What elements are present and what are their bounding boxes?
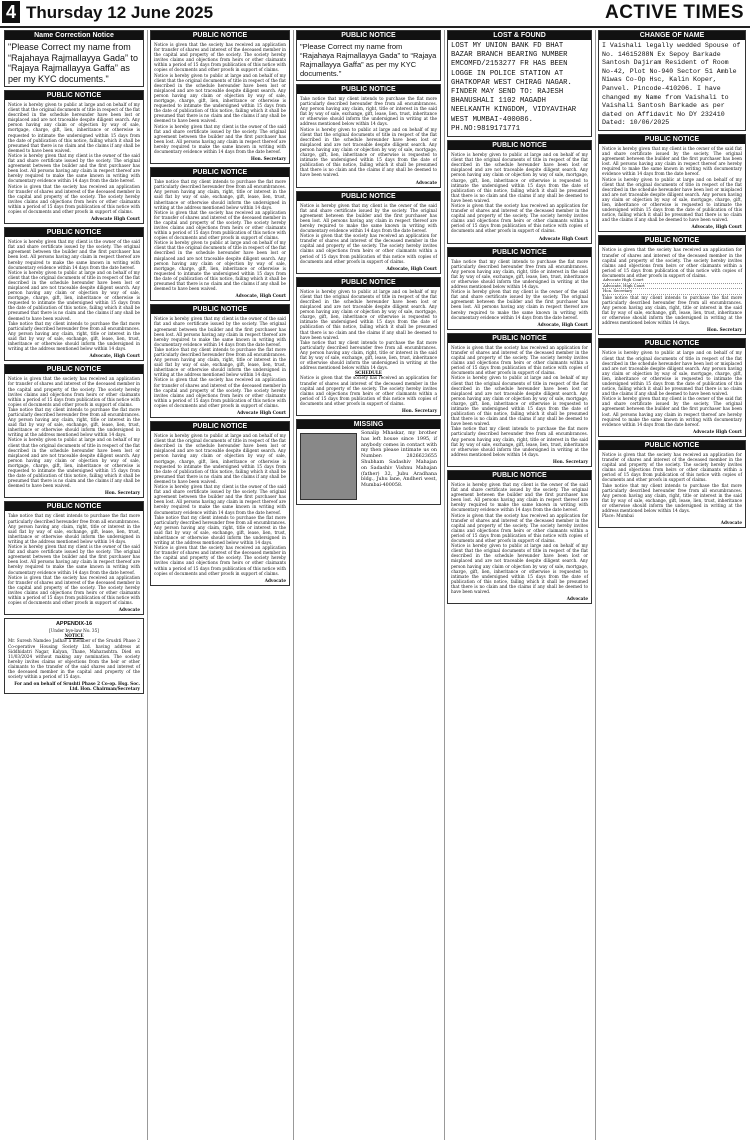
column-1: [4, 30, 144, 1140]
public-notice: PUBLIC NOTICE Notice is given that the society has received an application for transfer of shares and interest of the deceased member in the capital and property of the society. The society hereby invites claims and objections from heirs or other claimants within a period of 15 days from publication of this notice with copies of documents and other proofs in support of claims. Notice is hereby given to public at large and on behalf of my client that the original documents of title in respect of the flat described in the schedule hereunder have been lost or misplaced and are not traceable despite diligent search. Any person having any claim or objection by way of sale, mortgage, charge, gift, lien, inheritance or otherwise is requested to intimate the undersigned within 15 days from the date of publication of this notice, failing which it shall be presumed that there is no claim and the claims if any shall be deemed to have been waived. Notice is hereby given that my client is the owner of the said flat and share certificate issued by the society. The original agreement between the builder and the first purchaser has been lost. All persons having any claim in respect thereof are hereby required to make the same known in writing with documentary evidence within 14 days from the date hereof. Hon. Secretary: [150, 30, 290, 164]
public-notice: PUBLIC NOTICE Notice is hereby given to public at large and on behalf of my client that the original documents of title in respect of the flat described in the schedule hereunder have been lost or misplaced and are not traceable despite diligent search. Any person having any claim or objection by way of sale, mortgage, charge, gift, lien, inheritance or otherwise is requested to intimate the undersigned within 15 days from the date of publication of this notice, failing which it shall be presumed that there is no claim and the claims if any shall be deemed to have been waived. Notice is hereby given that my client is the owner of the said flat and share certificate issued by the society. The original agreement between the builder and the first purchaser has been lost. All persons having any claim in respect thereof are hereby required to make the same known in writing with documentary evidence within 14 days from the date hereof. Take notice that my client intends to purchase the flat more particularly described hereunder free from all encumbrances. Any person having any claim, right, title or interest in the said flat by way of sale, exchange, gift, lease, lien, trust, inheritance or otherwise should inform the undersigned in writing at the address mentioned below within 14 days. Notice is given that the society has received an application for transfer of shares and interest of the deceased member in the capital and property of the society. The society hereby invites claims and objections from heirs or other claimants within a period of 15 days from publication of this notice with copies of documents and other proofs in support of claims. Advocate: [150, 421, 290, 586]
missing-person-photo: [300, 433, 357, 500]
issue-date: Thursday 12 June 2025: [26, 3, 214, 22]
public-notice: PUBLIC NOTICE Notice is hereby given to public at large and on behalf of my client that the original documents of title in respect of the flat described in the schedule hereunder have been lost or misplaced and are not traceable despite diligent search. Any person having any claim or objection by way of sale, mortgage, charge, gift, lien, inheritance or otherwise is requested to intimate the undersigned within 15 days from the date of publication of this notice, failing which it shall be presumed that there is no claim and the claims if any shall be deemed to have been waived. Notice is hereby given that my client is the owner of the said flat and share certificate issued by the society. The original agreement between the builder and the first purchaser has been lost. All persons having any claim in respect thereof are hereby required to make the same known in writing with documentary evidence within 14 days from the date hereof. Notice is given that the society has received an application for transfer of shares and interest of the deceased member in the capital and property of the society. The society hereby invites claims and objections from heirs or other claimants within a period of 15 days from publication of this notice with copies of documents and other proofs in support of claims. Advocate High Court: [4, 90, 144, 224]
column-5: [598, 30, 746, 1140]
public-notice: PUBLIC NOTICE Take notice that my client intends to purchase the flat more particularly described hereunder free from all encumbrances. Any person having any claim, right, title or interest in the said flat by way of sale, exchange, gift, lease, lien, trust, inheritance or otherwise should inform the undersigned in writing at the address mentioned below within 14 days. Notice is given that the society has received an application for transfer of shares and interest of the deceased member in the capital and property of the society. The society hereby invites claims and objections from heirs or other claimants within a period of 15 days from publication of this notice with copies of documents and other proofs in support of claims. Notice is hereby given to public at large and on behalf of my client that the original documents of title in respect of the flat described in the schedule hereunder have been lost or misplaced and are not traceable despite diligent search. Any person having any claim or objection by way of sale, mortgage, charge, gift, lien, inheritance or otherwise is requested to intimate the undersigned within 15 days from the date of publication of this notice, failing which it shall be presumed that there is no claim and the claims if any shall be deemed to have been waived. Advocate, High Court: [150, 167, 290, 301]
appendix-notice: APPENDIX-16 [Under bye-law No. 35] NOTICE Mr. Suresh Namdeo Jadhav a member of the Srushti Phase 2 Co-operative Housing Society Ltd. having address at Siddhidatri Nagar, Kalyan, Thane, Maharashtra. Died on 11/03/2024 without making any nomination. The society hereby invites claims or objections from the heir or other claimants to the transfer of the said shares and interest of the deceased member in the capital and property of the society within a period of 15 days. For and on behalf of Srushti Phase 2 Co-op. Hsg. Soc. Ltd. Hon. Chairman/Secretary: [4, 618, 144, 694]
public-notice: PUBLIC NOTICE Take notice that my client intends to purchase the flat more particularly described hereunder free from all encumbrances. Any person having any claim, right, title or interest in the said flat by way of sale, exchange, gift, lease, lien, trust, inheritance or otherwise should inform the undersigned in writing at the address mentioned below within 14 days. Notice is hereby given that my client is the owner of the said flat and share certificate issued by the society. The original agreement between the builder and the first purchaser has been lost. All persons having any claim in respect thereof are hereby required to make the same known in writing with documentary evidence within 14 days from the date hereof. Notice is given that the society has received an application for transfer of shares and interest of the deceased member in the capital and property of the society. The society hereby invites claims and objections from heirs or other claimants within a period of 15 days from publication of this notice with copies of documents and other proofs in support of claims. Advocate: [4, 501, 144, 615]
lost-found-notice: LOST & FOUND LOST MY UNION BANK FD BHAT BAZAR BRANCH BEARING NUMBER EMCOMFD/2153277 FR HAS BEEN LOGGE IN POLICE STATION AT GHATKOPAR WEST CHIRAG NAGAR. FINDER MAY SEND TO: RAJESH BHANUSHALI 1102 MAGADH NEELKANTH KINGDOM, VIDYAVIHAR WEST MUMBAI-400086. PH.NO:9819171771: [447, 30, 592, 137]
public-notice: PUBLIC NOTICE Take notice that my client intends to purchase the flat more particularly described hereunder free from all encumbrances. Any person having any claim, right, title or interest in the said flat by way of sale, exchange, gift, lease, lien, trust, inheritance or otherwise should inform the undersigned in writing at the address mentioned below within 14 days. Notice is hereby given to public at large and on behalf of my client that the original documents of title in respect of the flat described in the schedule hereunder have been lost or misplaced and are not traceable despite diligent search. Any person having any claim or objection by way of sale, mortgage, charge, gift, lien, inheritance or otherwise is requested to intimate the undersigned within 15 days from the date of publication of this notice, failing which it shall be presumed that there is no claim and the claims if any shall be deemed to have been waived. Advocate: [296, 84, 441, 188]
column-2: [150, 30, 290, 1140]
public-notice: PUBLIC NOTICE Notice is hereby given to public at large and on behalf of my client that the original documents of title in respect of the flat described in the schedule hereunder have been lost or misplaced and are not traceable despite diligent search. Any person having any claim or objection by way of sale, mortgage, charge, gift, lien, inheritance or otherwise is requested to intimate the undersigned within 15 days from the date of publication of this notice, failing which it shall be presumed that there is no claim and the claims if any shall be deemed to have been waived. Take notice that my client intends to purchase the flat more particularly described hereunder free from all encumbrances. Any person having any claim, right, title or interest in the said flat by way of sale, exchange, gift, lease, lien, trust, inheritance or otherwise should inform the undersigned in writing at the address mentioned below within 14 days. SCHEDULE Notice is given that the society has received an application for transfer of shares and interest of the deceased member in the capital and property of the society. The society hereby invites claims and objections from heirs or other claimants within a period of 15 days from publication of this notice with copies of documents and other proofs in support of claims. Hon. Secretary: [296, 277, 441, 416]
public-notice: PUBLIC NOTICE Notice is hereby given that my client is the owner of the said flat and share certificate issued by the society. The original agreement between the builder and the first purchaser has been lost. All persons having any claim in respect thereof are hereby required to make the same known in writing with documentary evidence within 14 days from the date hereof. Notice is hereby given to public at large and on behalf of my client that the original documents of title in respect of the flat described in the schedule hereunder have been lost or misplaced and are not traceable despite diligent search. Any person having any claim or objection by way of sale, mortgage, charge, gift, lien, inheritance or otherwise is requested to intimate the undersigned within 15 days from the date of publication of this notice, failing which it shall be presumed that there is no claim and the claims if any shall be deemed to have been waived. Advocate, High Court: [598, 134, 746, 233]
page-number: 4: [2, 1, 20, 23]
public-notice: PUBLIC NOTICE "Please Correct my name from “Rajahaya Rajmallayya Gada” to “Rajaya Rajmallayya Gaffa” as per my KYC documents.": [296, 30, 441, 81]
missing-notice: MISSING Sonalip Mhaskar, my brother has left house since 1995, if anybody comes in contact with my then please intimate us on Number: 2826623655 Shubham Sadashiv Mahajan on Sadashiv Vishnu Mahajan (father) 32, Jubu Aradhana bldg., Juhu lane, Andheri west, Mumbai-400058.: [296, 419, 441, 505]
notice-text: "Please Correct my name from “Rajahaya Rajmallayya Gada” to “Rajaya Rajmallayya Gaffa” as per my KYC documents.": [8, 42, 139, 84]
public-notice: PUBLIC NOTICE Notice is given that the society has received an application for transfer of shares and interest of the deceased member in the capital and property of the society. The society hereby invites claims and objections from heirs or other claimants within a period of 15 days from publication of this notice with copies of documents and other proofs in support of claims. Take notice that my client intends to purchase the flat more particularly described hereunder free from all encumbrances. Any person having any claim, right, title or interest in the said flat by way of sale, exchange, gift, lease, lien, trust, inheritance or otherwise should inform the undersigned in writing at the address mentioned below within 14 days. Place: Mumbai Advocate: [598, 440, 746, 528]
change-of-name-notice: CHANGE OF NAME I Vaishali legally wedded Spouse of No. 14615288N Ex Sepoy Barkade Santosh Dajiram Resident of Room No-42, Plot No-940 Sector 51 Amble Niwas Co-Op Hsc, Kalin Koper, Panvel. Pincode-410206. I have changed my Name from Vaishali to Vaishali Santosh Barkade as per dated on Affidavit No DY 232410 Dated: 10/06/2025: [598, 30, 746, 131]
public-notice: PUBLIC NOTICE Notice is hereby given that my client is the owner of the said flat and share certificate issued by the society. The original agreement between the builder and the first purchaser has been lost. All persons having any claim in respect thereof are hereby required to make the same known in writing with documentary evidence within 14 days from the date hereof. Notice is given that the society has received an application for transfer of shares and interest of the deceased member in the capital and property of the society. The society hereby invites claims and objections from heirs or other claimants within a period of 15 days from publication of this notice with copies of documents and other proofs in support of claims. Advocate, High Court: [296, 191, 441, 274]
public-notice: PUBLIC NOTICE Take notice that my client intends to purchase the flat more particularly described hereunder free from all encumbrances. Any person having any claim, right, title or interest in the said flat by way of sale, exchange, gift, lease, lien, trust, inheritance or otherwise should inform the undersigned in writing at the address mentioned below within 14 days. Notice is hereby given that my client is the owner of the said flat and share certificate issued by the society. The original agreement between the builder and the first purchaser has been lost. All persons having any claim in respect thereof are hereby required to make the same known in writing with documentary evidence within 14 days from the date hereof. Advocate, High Court: [447, 247, 592, 330]
members-table: Advocate High Court Advocate, High Court Hon. Secretary: [602, 278, 742, 295]
masthead: [0, 0, 750, 28]
column-3: [296, 30, 441, 1140]
public-notice: PUBLIC NOTICE Notice is given that the society has received an application for transfer of shares and interest of the deceased member in the capital and property of the society. The society hereby invites claims and objections from heirs or other claimants within a period of 15 days from publication of this notice with copies of documents and other proofs in support of claims. Take notice that my client intends to purchase the flat more particularly described hereunder free from all encumbrances. Any person having any claim, right, title or interest in the said flat by way of sale, exchange, gift, lease, lien, trust, inheritance or otherwise should inform the undersigned in writing at the address mentioned below within 14 days. Notice is hereby given to public at large and on behalf of my client that the original documents of title in respect of the flat described in the schedule hereunder have been lost or misplaced and are not traceable despite diligent search. Any person having any claim or objection by way of sale, mortgage, charge, gift, lien, inheritance or otherwise is requested to intimate the undersigned within 15 days from the date of publication of this notice, failing which it shall be presumed that there is no claim and the claims if any shall be deemed to have been waived. Hon. Secretary: [4, 364, 144, 498]
public-notice: PUBLIC NOTICE Notice is hereby given that my client is the owner of the said flat and share certificate issued by the society. The original agreement between the builder and the first purchaser has been lost. All persons having any claim in respect thereof are hereby required to make the same known in writing with documentary evidence within 14 days from the date hereof. Notice is hereby given to public at large and on behalf of my client that the original documents of title in respect of the flat described in the schedule hereunder have been lost or misplaced and are not traceable despite diligent search. Any person having any claim or objection by way of sale, mortgage, charge, gift, lien, inheritance or otherwise is requested to intimate the undersigned within 15 days from the date of publication of this notice, failing which it shall be presumed that there is no claim and the claims if any shall be deemed to have been waived. Take notice that my client intends to purchase the flat more particularly described hereunder free from all encumbrances. Any person having any claim, right, title or interest in the said flat by way of sale, exchange, gift, lease, lien, trust, inheritance or otherwise should inform the undersigned in writing at the address mentioned below within 14 days. Advocate, High Court: [4, 227, 144, 361]
public-notice: PUBLIC NOTICE Notice is given that the society has received an application for transfer of shares and interest of the deceased member in the capital and property of the society. The society hereby invites claims and objections from heirs or other claimants within a period of 15 days from publication of this notice with copies of documents and other proofs in support of claims. Notice is hereby given to public at large and on behalf of my client that the original documents of title in respect of the flat described in the schedule hereunder have been lost or misplaced and are not traceable despite diligent search. Any person having any claim or objection by way of sale, mortgage, charge, gift, lien, inheritance or otherwise is requested to intimate the undersigned within 15 days from the date of publication of this notice, failing which it shall be presumed that there is no claim and the claims if any shall be deemed to have been waived. Take notice that my client intends to purchase the flat more particularly described hereunder free from all encumbrances. Any person having any claim, right, title or interest in the said flat by way of sale, exchange, gift, lease, lien, trust, inheritance or otherwise should inform the undersigned in writing at the address mentioned below within 14 days. Hon. Secretary: [447, 333, 592, 467]
public-notice: PUBLIC NOTICE Notice is hereby given that my client is the owner of the said flat and share certificate issued by the society. The original agreement between the builder and the first purchaser has been lost. All persons having any claim in respect thereof are hereby required to make the same known in writing with documentary evidence within 14 days from the date hereof. Notice is given that the society has received an application for transfer of shares and interest of the deceased member in the capital and property of the society. The society hereby invites claims and objections from heirs or other claimants within a period of 15 days from publication of this notice with copies of documents and other proofs in support of claims. Notice is hereby given to public at large and on behalf of my client that the original documents of title in respect of the flat described in the schedule hereunder have been lost or misplaced and are not traceable despite diligent search. Any person having any claim or objection by way of sale, mortgage, charge, gift, lien, inheritance or otherwise is requested to intimate the undersigned within 15 days from the date of publication of this notice, failing which it shall be presumed that there is no claim and the claims if any shall be deemed to have been waived. Advocate: [447, 470, 592, 604]
newspaper-name: ACTIVE TIMES: [604, 2, 744, 23]
notice-header: Name Correction Notice: [5, 31, 143, 40]
public-notice: PUBLIC NOTICE Notice is hereby given to public at large and on behalf of my client that the original documents of title in respect of the flat described in the schedule hereunder have been lost or misplaced and are not traceable despite diligent search. Any person having any claim or objection by way of sale, mortgage, charge, gift, lien, inheritance or otherwise is requested to intimate the undersigned within 15 days from the date of publication of this notice, failing which it shall be presumed that there is no claim and the claims if any shall be deemed to have been waived. Notice is given that the society has received an application for transfer of shares and interest of the deceased member in the capital and property of the society. The society hereby invites claims and objections from heirs or other claimants within a period of 15 days from publication of this notice with copies of documents and other proofs in support of claims. Advocate High Court: [447, 140, 592, 244]
public-notice: PUBLIC NOTICE Notice is hereby given to public at large and on behalf of my client that the original documents of title in respect of the flat described in the schedule hereunder have been lost or misplaced and are not traceable despite diligent search. Any person having any claim or objection by way of sale, mortgage, charge, gift, lien, inheritance or otherwise is requested to intimate the undersigned within 15 days from the date of publication of this notice, failing which it shall be presumed that there is no claim and the claims if any shall be deemed to have been waived. Notice is hereby given that my client is the owner of the said flat and share certificate issued by the society. The original agreement between the builder and the first purchaser has been lost. All persons having any claim in respect thereof are hereby required to make the same known in writing with documentary evidence within 14 days from the date hereof. Advocate High Court: [598, 338, 746, 437]
column-divider: [147, 30, 148, 1140]
public-notice: PUBLIC NOTICE Notice is given that the society has received an application for transfer of shares and interest of the deceased member in the capital and property of the society. The society hereby invites claims and objections from heirs or other claimants within a period of 15 days from publication of this notice with copies of documents and other proofs in support of claims. Advocate High Court Advocate, High Court Hon. Secretary Take notice that my client intends to purchase the flat more particularly described hereunder free from all encumbrances. Any person having any claim, right, title or interest in the said flat by way of sale, exchange, gift, lease, lien, trust, inheritance or otherwise should inform the undersigned in writing at the address mentioned below within 14 days. Hon. Secretary: [598, 235, 746, 335]
column-4: [447, 30, 592, 1140]
public-notice: PUBLIC NOTICE Notice is hereby given that my client is the owner of the said flat and share certificate issued by the society. The original agreement between the builder and the first purchaser has been lost. All persons having any claim in respect thereof are hereby required to make the same known in writing with documentary evidence within 14 days from the date hereof. Take notice that my client intends to purchase the flat more particularly described hereunder free from all encumbrances. Any person having any claim, right, title or interest in the said flat by way of sale, exchange, gift, lease, lien, trust, inheritance or otherwise should inform the undersigned in writing at the address mentioned below within 14 days. Notice is given that the society has received an application for transfer of shares and interest of the deceased member in the capital and property of the society. The society hereby invites claims and objections from heirs or other claimants within a period of 15 days from publication of this notice with copies of documents and other proofs in support of claims. Advocate High Court: [150, 304, 290, 418]
column-divider: [293, 30, 294, 1140]
name-correction-notice: [4, 30, 144, 87]
column-divider: [595, 30, 596, 1140]
column-divider: [444, 30, 445, 1140]
